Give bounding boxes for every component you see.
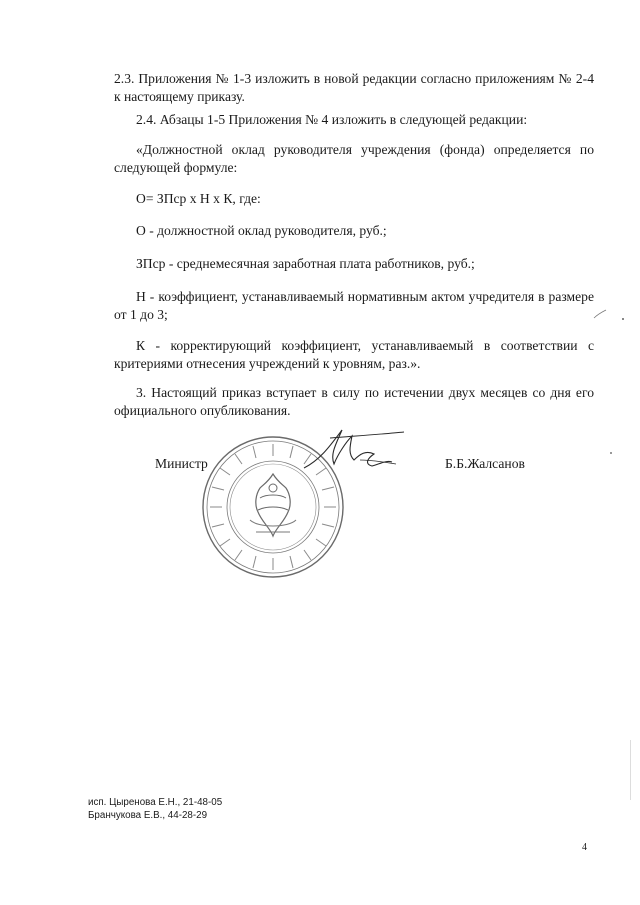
signatory-title: Министр	[155, 456, 208, 471]
scan-edge	[630, 740, 631, 800]
paragraph-3: 3. Настоящий приказ вступает в силу по истечении двух месяцев со дня его официального опубликования.	[114, 385, 594, 418]
executor-line-1: исп. Цыренова Е.Н., 21-48-05	[88, 797, 223, 808]
page-number: 4	[582, 842, 587, 853]
definition-k: К - корректирующий коэффициент, устанавливаемый в соответствии с критериями отнесения учреждений к уровням, раз.».	[114, 338, 594, 371]
signatory-name: Б.Б.Жалсанов	[445, 456, 525, 471]
scan-dot	[622, 318, 624, 320]
paragraph-2-4: 2.4. Абзацы 1-5 Приложения № 4 изложить в следующей редакции:	[136, 112, 528, 127]
paragraph-quote-intro: «Должностной оклад руководителя учреждения (фонда) определяется по следующей формуле:	[114, 142, 594, 175]
executor-line-2: Бранчукова Е.В., 44-28-29	[88, 810, 208, 821]
signature-block	[155, 456, 555, 476]
definition-o: О - должностной оклад руководителя, руб.;	[136, 223, 387, 238]
definition-h: Н - коэффициент, устанавливаемый нормативным актом учредителя в размере от 1 до 3;	[114, 289, 594, 322]
paragraph-2-3: 2.3. Приложения № 1-3 изложить в новой редакции согласно приложениям № 2-4 к настоящему приказу.	[114, 71, 594, 104]
definition-zpsr: ЗПср - среднемесячная заработная плата работников, руб.;	[136, 256, 475, 271]
formula-line: О= ЗПср х Н х К, где:	[136, 191, 261, 206]
scan-dot	[610, 452, 612, 454]
scan-mark	[592, 308, 612, 322]
